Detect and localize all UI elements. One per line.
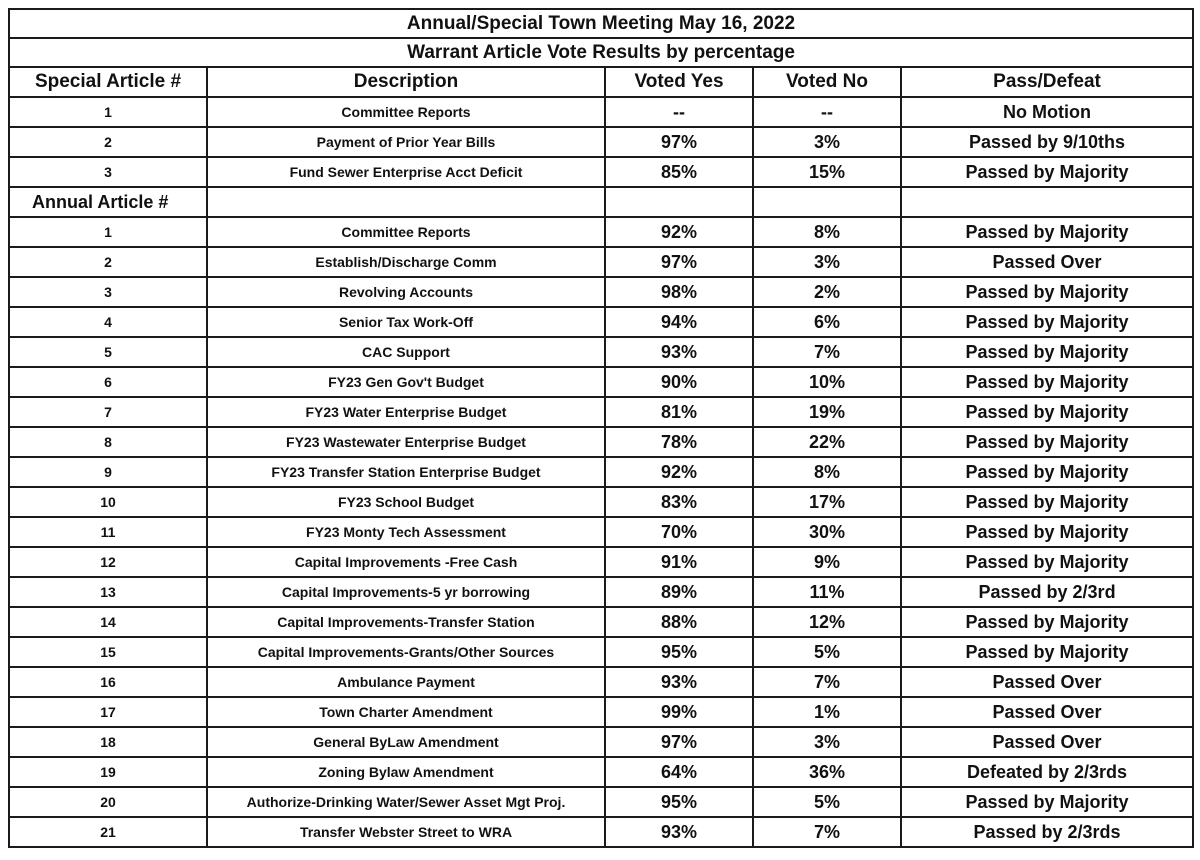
article-number-cell: 6 (9, 367, 207, 397)
description-cell: Authorize-Drinking Water/Sewer Asset Mgt Proj. (207, 787, 605, 817)
table-row (9, 757, 1193, 787)
voted-yes-cell: 95% (605, 637, 753, 667)
result-cell: Passed Over (901, 727, 1193, 757)
annual-article-label: Annual Article # (9, 187, 207, 217)
result-cell: Passed by Majority (901, 547, 1193, 577)
result-cell: Passed by Majority (901, 487, 1193, 517)
voted-yes-cell: 83% (605, 487, 753, 517)
article-number-cell: 20 (9, 787, 207, 817)
article-number-cell: 17 (9, 697, 207, 727)
table-row (9, 637, 1193, 667)
document-subtitle: Warrant Article Vote Results by percentage (9, 38, 1193, 67)
voted-no-cell: 2% (753, 277, 901, 307)
description-cell: Ambulance Payment (207, 667, 605, 697)
voted-no-cell: 7% (753, 337, 901, 367)
voted-no-cell: 22% (753, 427, 901, 457)
description-cell: Establish/Discharge Comm (207, 247, 605, 277)
article-number-cell: 15 (9, 637, 207, 667)
table-row (9, 817, 1193, 847)
voted-yes-cell: 99% (605, 697, 753, 727)
voted-no-cell: 36% (753, 757, 901, 787)
voted-no-cell: 3% (753, 727, 901, 757)
description-cell: Town Charter Amendment (207, 697, 605, 727)
voted-no-cell: 12% (753, 607, 901, 637)
article-number-cell: 21 (9, 817, 207, 847)
description-cell: FY23 School Budget (207, 487, 605, 517)
description-cell: General ByLaw Amendment (207, 727, 605, 757)
article-number-cell: 1 (9, 97, 207, 127)
description-cell: Fund Sewer Enterprise Acct Deficit (207, 157, 605, 187)
table-row (9, 787, 1193, 817)
article-number-cell: 2 (9, 247, 207, 277)
table-row (9, 697, 1193, 727)
result-cell: Passed by Majority (901, 637, 1193, 667)
voted-no-cell: 8% (753, 457, 901, 487)
table-row (9, 217, 1193, 247)
table-row (9, 367, 1193, 397)
table-row (9, 517, 1193, 547)
table-row (9, 337, 1193, 367)
table-row (9, 667, 1193, 697)
article-number-cell: 2 (9, 127, 207, 157)
table-row (9, 487, 1193, 517)
voted-yes-cell: 85% (605, 157, 753, 187)
result-cell: Passed by Majority (901, 157, 1193, 187)
table-row (9, 427, 1193, 457)
description-cell: Committee Reports (207, 217, 605, 247)
article-number-cell: 3 (9, 157, 207, 187)
voted-yes-cell: 89% (605, 577, 753, 607)
description-cell: Senior Tax Work-Off (207, 307, 605, 337)
voted-yes-cell: 81% (605, 397, 753, 427)
voted-no-cell: 5% (753, 787, 901, 817)
description-cell: FY23 Transfer Station Enterprise Budget (207, 457, 605, 487)
header-article: Special Article # (9, 67, 207, 97)
header-description: Description (207, 67, 605, 97)
title-row (9, 9, 1193, 38)
result-cell: Passed by Majority (901, 277, 1193, 307)
voted-yes-cell: 64% (605, 757, 753, 787)
description-cell: FY23 Monty Tech Assessment (207, 517, 605, 547)
voted-no-cell: 3% (753, 247, 901, 277)
result-cell: Passed by Majority (901, 307, 1193, 337)
description-cell: Transfer Webster Street to WRA (207, 817, 605, 847)
result-cell: Passed by Majority (901, 217, 1193, 247)
result-cell: No Motion (901, 97, 1193, 127)
voted-yes-cell: 93% (605, 337, 753, 367)
article-number-cell: 13 (9, 577, 207, 607)
empty-cell (605, 187, 753, 217)
voted-no-cell: 7% (753, 817, 901, 847)
voted-yes-cell: 70% (605, 517, 753, 547)
result-cell: Passed by 9/10ths (901, 127, 1193, 157)
voted-no-cell: 15% (753, 157, 901, 187)
description-cell: CAC Support (207, 337, 605, 367)
article-number-cell: 16 (9, 667, 207, 697)
article-number-cell: 18 (9, 727, 207, 757)
voted-no-cell: 9% (753, 547, 901, 577)
table-row (9, 727, 1193, 757)
voted-yes-cell: 98% (605, 277, 753, 307)
description-cell: Capital Improvements -Free Cash (207, 547, 605, 577)
voted-yes-cell: 92% (605, 457, 753, 487)
result-cell: Passed by Majority (901, 787, 1193, 817)
header-row (9, 67, 1193, 97)
result-cell: Passed Over (901, 667, 1193, 697)
voted-yes-cell: -- (605, 97, 753, 127)
subtitle-row (9, 38, 1193, 67)
description-cell: FY23 Gen Gov't Budget (207, 367, 605, 397)
table-row (9, 457, 1193, 487)
header-voted-no: Voted No (753, 67, 901, 97)
result-cell: Passed by 2/3rds (901, 817, 1193, 847)
table-row (9, 157, 1193, 187)
voted-no-cell: -- (753, 97, 901, 127)
voted-no-cell: 30% (753, 517, 901, 547)
article-number-cell: 19 (9, 757, 207, 787)
article-number-cell: 9 (9, 457, 207, 487)
result-cell: Passed Over (901, 247, 1193, 277)
voted-no-cell: 8% (753, 217, 901, 247)
description-cell: Capital Improvements-Grants/Other Sources (207, 637, 605, 667)
article-number-cell: 7 (9, 397, 207, 427)
annual-section-row (9, 187, 1193, 217)
voted-no-cell: 7% (753, 667, 901, 697)
empty-cell (753, 187, 901, 217)
result-cell: Passed by Majority (901, 427, 1193, 457)
voted-yes-cell: 90% (605, 367, 753, 397)
document-title: Annual/Special Town Meeting May 16, 2022 (9, 9, 1193, 38)
table-row (9, 127, 1193, 157)
table-row (9, 277, 1193, 307)
voted-yes-cell: 88% (605, 607, 753, 637)
description-cell: FY23 Water Enterprise Budget (207, 397, 605, 427)
table-row (9, 607, 1193, 637)
table-row (9, 577, 1193, 607)
result-cell: Passed by Majority (901, 607, 1193, 637)
voted-yes-cell: 97% (605, 127, 753, 157)
result-cell: Passed by Majority (901, 517, 1193, 547)
vote-results-table (8, 8, 1194, 848)
voted-yes-cell: 92% (605, 217, 753, 247)
voted-yes-cell: 95% (605, 787, 753, 817)
voted-no-cell: 3% (753, 127, 901, 157)
voted-yes-cell: 97% (605, 727, 753, 757)
header-pass-defeat: Pass/Defeat (901, 67, 1193, 97)
empty-cell (207, 187, 605, 217)
voted-yes-cell: 97% (605, 247, 753, 277)
article-number-cell: 14 (9, 607, 207, 637)
voted-no-cell: 17% (753, 487, 901, 517)
voted-no-cell: 5% (753, 637, 901, 667)
voted-no-cell: 1% (753, 697, 901, 727)
voted-yes-cell: 91% (605, 547, 753, 577)
empty-cell (901, 187, 1193, 217)
article-number-cell: 3 (9, 277, 207, 307)
result-cell: Passed by Majority (901, 457, 1193, 487)
article-number-cell: 1 (9, 217, 207, 247)
result-cell: Passed by Majority (901, 397, 1193, 427)
description-cell: Payment of Prior Year Bills (207, 127, 605, 157)
voted-yes-cell: 78% (605, 427, 753, 457)
table-row (9, 247, 1193, 277)
article-number-cell: 10 (9, 487, 207, 517)
voted-yes-cell: 94% (605, 307, 753, 337)
table-row (9, 547, 1193, 577)
result-cell: Passed Over (901, 697, 1193, 727)
result-cell: Passed by Majority (901, 337, 1193, 367)
vote-results-document (8, 8, 1192, 848)
table-row (9, 97, 1193, 127)
description-cell: Committee Reports (207, 97, 605, 127)
voted-no-cell: 11% (753, 577, 901, 607)
description-cell: FY23 Wastewater Enterprise Budget (207, 427, 605, 457)
header-voted-yes: Voted Yes (605, 67, 753, 97)
voted-no-cell: 10% (753, 367, 901, 397)
article-number-cell: 11 (9, 517, 207, 547)
voted-yes-cell: 93% (605, 817, 753, 847)
voted-yes-cell: 93% (605, 667, 753, 697)
description-cell: Revolving Accounts (207, 277, 605, 307)
description-cell: Zoning Bylaw Amendment (207, 757, 605, 787)
description-cell: Capital Improvements-Transfer Station (207, 607, 605, 637)
result-cell: Defeated by 2/3rds (901, 757, 1193, 787)
description-cell: Capital Improvements-5 yr borrowing (207, 577, 605, 607)
voted-no-cell: 19% (753, 397, 901, 427)
table-row (9, 397, 1193, 427)
result-cell: Passed by Majority (901, 367, 1193, 397)
article-number-cell: 12 (9, 547, 207, 577)
voted-no-cell: 6% (753, 307, 901, 337)
article-number-cell: 4 (9, 307, 207, 337)
result-cell: Passed by 2/3rd (901, 577, 1193, 607)
article-number-cell: 5 (9, 337, 207, 367)
table-row (9, 307, 1193, 337)
article-number-cell: 8 (9, 427, 207, 457)
